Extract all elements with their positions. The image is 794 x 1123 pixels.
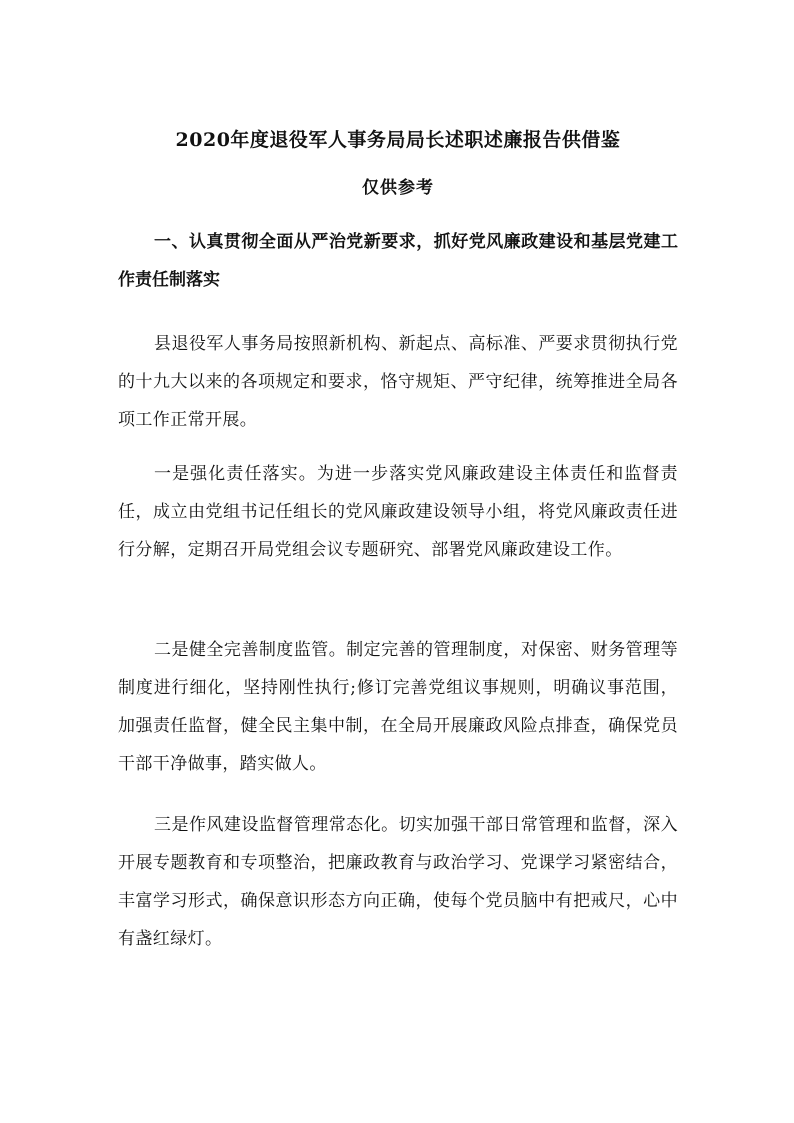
body-paragraph: 县退役军人事务局按照新机构、新起点、高标准、严要求贯彻执行党的十九大以来的各项规定和要求，恪守规矩、严守纪律，统筹推进全局各项工作正常开展。 bbox=[118, 334, 678, 430]
document-page bbox=[118, 0, 678, 1123]
document-title: 2020年度退役军人事务局局长述职述廉报告供借鉴 bbox=[175, 129, 621, 151]
body-paragraph: 二是健全完善制度监管。制定完善的管理制度，对保密、财务管理等制度进行细化，坚持刚性执行;修订完善党组议事规则，明确议事范围，加强责任监督，健全民主集中制，在全局开展廉政风险点排查，确保党员干部干净做事，踏实做人。 bbox=[118, 640, 678, 774]
body-paragraph: 三是作风建设监督管理常态化。切实加强干部日常管理和监督，深入开展专题教育和专项整治，把廉政教育与政治学习、党课学习紧密结合，丰富学习形式，确保意识形态方向正确，使每个党员脑中有把戒尺，心中有盏红绿灯。 bbox=[118, 815, 678, 949]
document-subtitle: 仅供参考 bbox=[362, 178, 434, 198]
body-paragraph: 一是强化责任落实。为进一步落实党风廉政建设主体责任和监督责任，成立由党组书记任组长的党风廉政建设领导小组，将党风廉政责任进行分解，定期召开局党组会议专题研究、部署党风廉政建设工作。 bbox=[118, 464, 678, 560]
section-heading: 一、认真贯彻全面从严治党新要求，抓好党风廉政建设和基层党建工作责任制落实 bbox=[118, 232, 678, 290]
